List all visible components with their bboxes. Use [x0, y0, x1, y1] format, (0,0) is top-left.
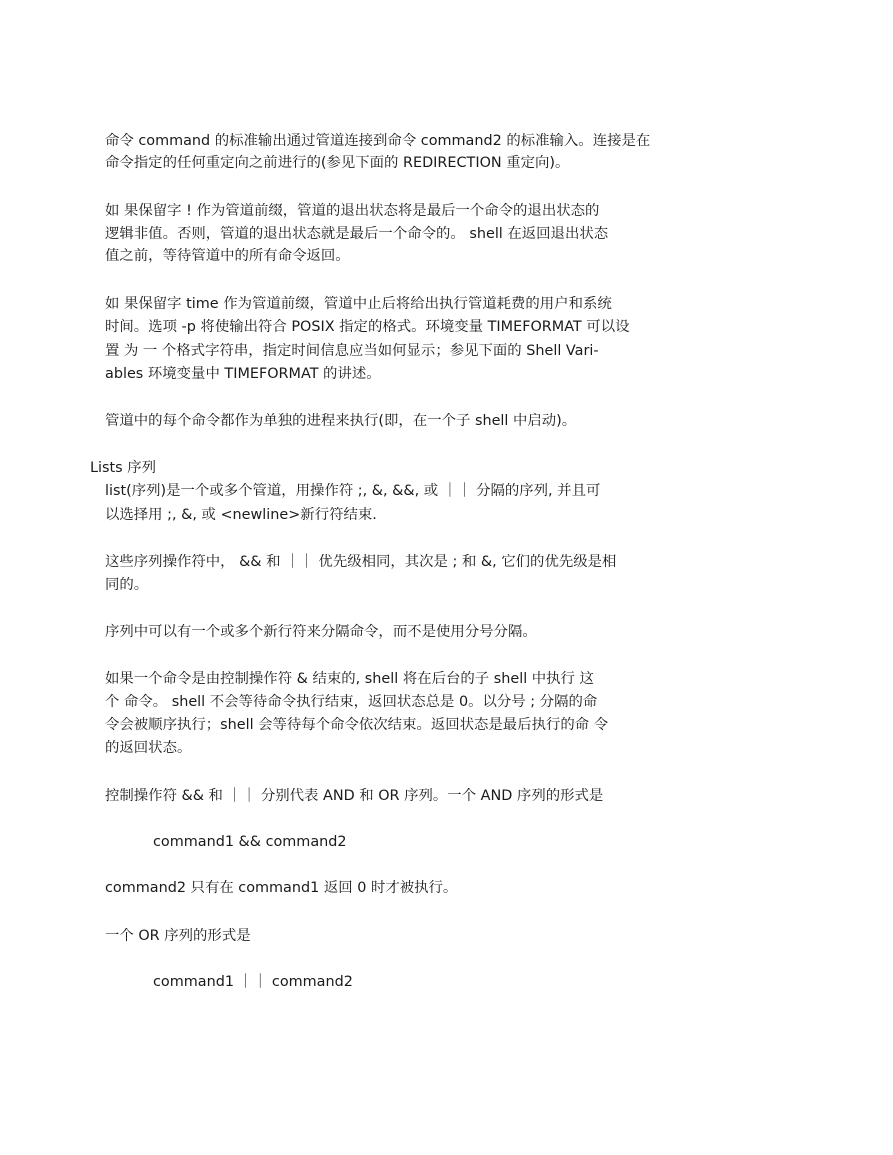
pipeline-p4-line-1: 管道中的每个命令都作为单独的进程来执行(即，在一个子 shell 中启动)。: [105, 413, 577, 429]
lists-p6-line-1: command2 只有在 command1 返回 0 时才被执行。: [105, 880, 458, 896]
lists-p4-line-4: 的返回状态。: [105, 740, 192, 756]
lists-p3-line-1: 序列中可以有一个或多个新行符来分隔命令，而不是使用分号分隔。: [105, 624, 537, 640]
code-example-and: command1 && command2: [153, 834, 347, 850]
pipeline-p3-line-2: 时间。选项 -p 将使输出符合 POSIX 指定的格式。环境变量 TIMEFORMAT 可以设: [105, 319, 630, 335]
pipeline-p2-line-1: 如 果保留字 ! 作为管道前缀，管道的退出状态将是最后一个命令的退出状态的: [105, 203, 600, 219]
code-example-or: command1 ｜｜ command2: [153, 974, 353, 990]
lists-p4-line-3: 令会被顺序执行；shell 会等待每个命令依次结束。返回状态是最后执行的命 令: [105, 717, 609, 733]
pipeline-p1-line-1: 命令 command 的标准输出通过管道连接到命令 command2 的标准输入。连接是在: [105, 133, 651, 149]
pipeline-p3-line-4: ables 环境变量中 TIMEFORMAT 的讲述。: [105, 366, 381, 382]
lists-p7-line-1: 一个 OR 序列的形式是: [105, 928, 251, 944]
lists-p2-line-2: 同的。: [105, 577, 149, 593]
lists-p4-line-1: 如果一个命令是由控制操作符 & 结束的, shell 将在后台的子 shell 中执行 这: [105, 671, 594, 687]
lists-p4-line-2: 个 命令。 shell 不会等待命令执行结束，返回状态总是 0。以分号 ; 分隔的命: [105, 694, 598, 710]
section-heading-lists: Lists 序列: [90, 460, 157, 476]
pipeline-p1-line-2: 命令指定的任何重定向之前进行的(参见下面的 REDIRECTION 重定向)。: [105, 155, 570, 171]
lists-p2-line-1: 这些序列操作符中， && 和 ｜｜ 优先级相同，其次是 ; 和 &, 它们的优先级是相: [105, 554, 617, 570]
lists-p1-line-2: 以选择用 ;, &, 或 <newline>新行符结束.: [105, 507, 377, 523]
lists-p1-line-1: list(序列)是一个或多个管道，用操作符 ;, &, &&, 或 ｜｜ 分隔的序列, 并且可: [105, 483, 601, 499]
lists-p5-line-1: 控制操作符 && 和 ｜｜ 分别代表 AND 和 OR 序列。一个 AND 序列的形式是: [105, 788, 604, 804]
pipeline-p2-line-3: 值之前，等待管道中的所有命令返回。: [105, 248, 350, 264]
pipeline-p2-line-2: 逻辑非值。否则，管道的退出状态就是最后一个命令的。 shell 在返回退出状态: [105, 226, 609, 242]
pipeline-p3-line-3: 置 为 一 个格式字符串，指定时间信息应当如何显示；参见下面的 Shell Vari-: [105, 343, 599, 359]
pipeline-p3-line-1: 如 果保留字 time 作为管道前缀，管道中止后将给出执行管道耗费的用户和系统: [105, 296, 612, 312]
